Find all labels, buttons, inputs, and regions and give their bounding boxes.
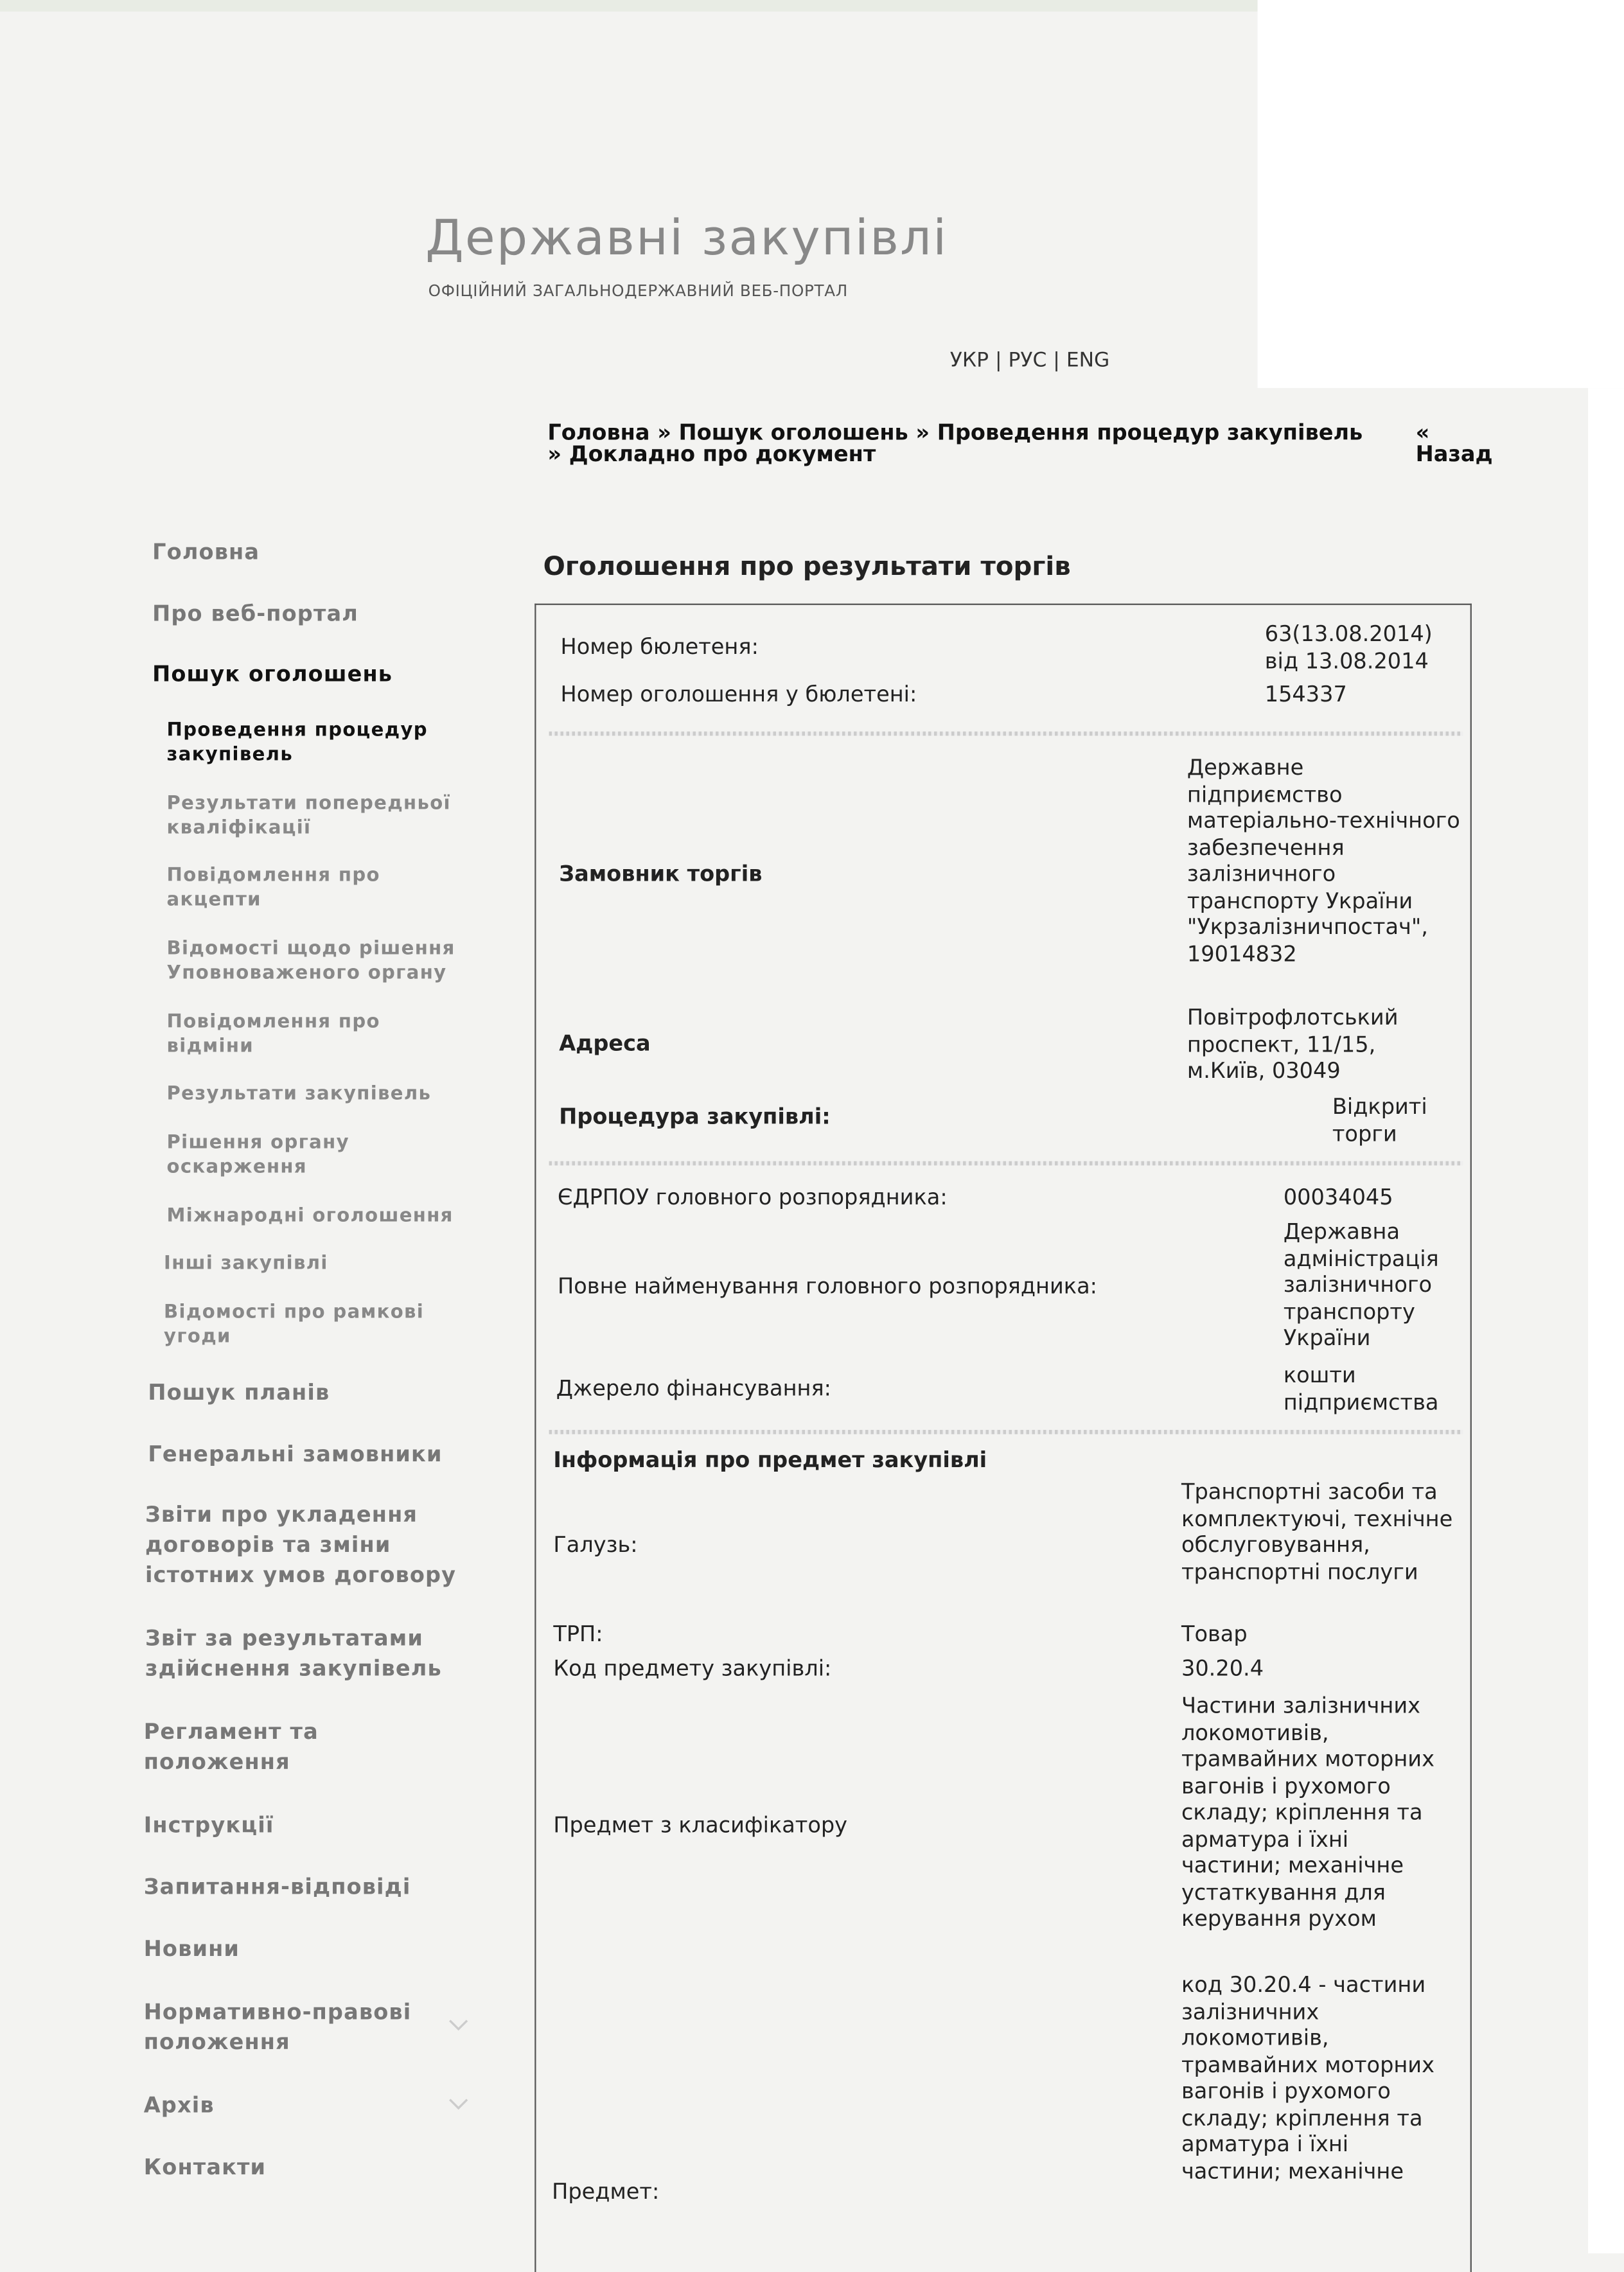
back-link[interactable] [1415,419,1502,468]
separator: | [989,349,1009,373]
field-label: Інформація про предмет закупівлі [553,1447,987,1474]
sidebar-item[interactable]: Пошук планів [148,1379,330,1405]
sidebar-subitem[interactable]: Проведення процедур закупівель [166,719,428,766]
paper-sheet [1588,388,1624,2253]
field-value: Частини залізничних локомотивів, трамвайних моторних вагонів і рухомого складу; кріплення та арматура і їхні частини; механічне устаткування для керування рухом [1181,1693,1435,1932]
field-label: Предмет з класифікатору [553,1812,848,1838]
breadcrumb[interactable]: Головна » Пошук оголошень » Проведення процедур закупівель » Докладно про документ [547,419,1363,468]
page-title: Оголошення про результати торгів [543,552,1071,583]
chevron-down-icon[interactable] [448,2097,468,2111]
sidebar-subitem[interactable]: Інші закупівлі [164,1253,328,1275]
separator: | [1046,349,1066,373]
sidebar-item[interactable]: Головна [152,538,260,565]
divider [549,732,1463,736]
site-logo-title[interactable]: Державні закупівлі [425,209,948,268]
sidebar-subitem[interactable]: Відомості про рамкові угоди [164,1301,425,1348]
field-value: Державна адміністрація залізничного транспорту України [1283,1219,1439,1351]
lang-ukr[interactable]: УКР [949,349,989,373]
field-value: 30.20.4 [1181,1655,1264,1682]
field-label: Замовник торгів [559,861,763,887]
field-value: 00034045 [1283,1184,1393,1210]
sidebar-subitem[interactable]: Рішення органу оскарження [166,1132,349,1179]
divider [549,1430,1463,1434]
field-value: 63(13.08.2014) від 13.08.2014 [1264,621,1433,674]
sidebar-subitem[interactable]: Результати попередньої кваліфікації [166,793,451,840]
sidebar-item[interactable]: Запитання-відповіді [143,1874,411,1900]
divider [549,1161,1463,1166]
sidebar-item[interactable]: Контакти [143,2154,267,2180]
field-value: Державне підприємство матеріально-технічного забезпечення залізничного транспорту України "Укрзалізничпостач", 19014832 [1187,754,1460,967]
lang-rus[interactable]: РУС [1008,349,1047,373]
field-label: Номер оголошення у бюлетені: [560,681,917,707]
field-label: Джерело фінансування: [556,1375,831,1402]
field-value: Транспортні засоби та комплектуючі, технічне обслуговування, транспортні послуги [1181,1479,1453,1585]
field-label: Галузь: [553,1531,638,1558]
sidebar-item[interactable]: Нормативно-правові положення [143,1998,412,2056]
chevron-down-icon[interactable] [448,2018,468,2032]
field-value: Відкриті торги [1332,1093,1427,1147]
language-switcher [950,349,1110,373]
field-value: код 30.20.4 - частини залізничних локомотивів, трамвайних моторних вагонів і рухомого складу; кріплення та арматура і їхні частини; механічне [1181,1971,1435,2184]
sidebar-item[interactable]: Генеральні замовники [148,1441,443,1468]
field-value: Повітрофлотський проспект, 11/15, м.Київ, 03049 [1187,1004,1399,1084]
field-label: Адреса [559,1030,651,1057]
sidebar-item[interactable]: Про веб-портал [152,601,358,627]
field-label: Код предмету закупівлі: [553,1655,832,1682]
field-label: ТРП: [553,1621,603,1647]
sidebar-item[interactable]: Звіти про укладення договорів та зміни істотних умов договору [145,1501,457,1589]
paper-sheet [1258,0,1624,388]
field-label: Процедура закупівлі: [559,1104,831,1130]
sidebar-subitem[interactable]: Результати закупівель [166,1083,432,1105]
field-label: ЄДРПОУ головного розпорядника: [558,1184,948,1210]
site-tagline: ОФІЦІЙНИЙ ЗАГАЛЬНОДЕРЖАВНИЙ ВЕБ-ПОРТАЛ [428,281,848,301]
field-value: Товар [1181,1621,1248,1647]
sidebar-item[interactable]: Інструкції [143,1812,274,1838]
sidebar-subitem[interactable]: Міжнародні оголошення [166,1206,454,1228]
sidebar-item[interactable]: Звіт за результатами здійснення закупівель [145,1625,442,1682]
sidebar-item[interactable]: Архів [143,2092,215,2118]
sidebar-subitem[interactable]: Відомості щодо рішення Уповноваженого органу [166,938,455,985]
back-label[interactable]: « Назад [1415,419,1493,468]
field-label: Повне найменування головного розпорядника: [558,1273,1097,1299]
field-label: Номер бюлетеня: [560,633,759,660]
field-label: Предмет: [552,2178,660,2205]
field-value: 154337 [1264,681,1347,707]
sidebar-item[interactable]: Пошук оголошень [152,661,393,687]
sidebar-item[interactable]: Новини [143,1935,240,1962]
lang-eng[interactable]: ENG [1066,349,1110,373]
field-value: кошти підприємства [1283,1362,1439,1415]
sidebar-subitem[interactable]: Повідомлення про акцепти [166,865,380,911]
sidebar-item[interactable]: Регламент та положення [143,1718,319,1775]
sidebar-subitem[interactable]: Повідомлення про відміни [166,1011,380,1058]
